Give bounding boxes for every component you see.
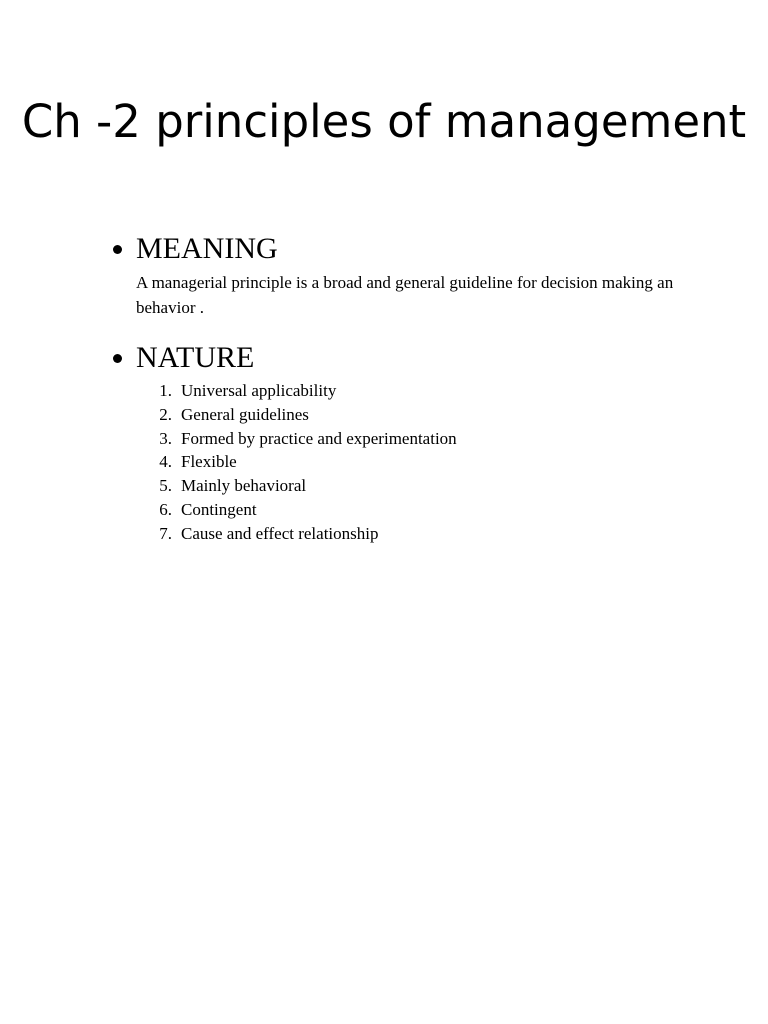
list-item-text: General guidelines bbox=[181, 404, 309, 424]
list-item-number: 2. bbox=[159, 404, 172, 424]
bullet-icon bbox=[113, 245, 122, 254]
list-item-text: Formed by practice and experimentation bbox=[181, 428, 457, 448]
bullet-icon bbox=[113, 354, 122, 363]
list-item-number: 1. bbox=[159, 381, 172, 400]
list-item-text: Flexible bbox=[181, 452, 237, 472]
list-item bbox=[110, 427, 710, 451]
list-item-text: Contingent bbox=[181, 499, 257, 519]
section-heading-row bbox=[110, 339, 710, 377]
list-item bbox=[110, 379, 710, 403]
section-heading-row bbox=[110, 230, 710, 268]
list-item-text: Mainly behavioral bbox=[181, 476, 307, 496]
list-item-number: 6. bbox=[159, 499, 172, 519]
nature-list bbox=[110, 379, 710, 546]
page-title: Ch -2 principles of management bbox=[21, 95, 747, 148]
list-item bbox=[110, 498, 710, 522]
section-heading: MEANING bbox=[136, 232, 278, 265]
list-item-number: 4. bbox=[159, 452, 172, 472]
list-item-number: 5. bbox=[159, 476, 172, 496]
list-item-number: 3. bbox=[159, 428, 172, 448]
list-item-number: 7. bbox=[159, 523, 172, 543]
meaning-paragraph: A managerial principle is a broad and general guideline for decision making an behavior . bbox=[136, 273, 674, 317]
list-item-text: Cause and effect relationship bbox=[181, 523, 379, 543]
list-item bbox=[110, 522, 710, 546]
list-item bbox=[110, 474, 710, 498]
section-heading: NATURE bbox=[136, 341, 255, 374]
list-item bbox=[110, 450, 710, 474]
section-nature bbox=[110, 339, 710, 546]
list-item-text: Universal applicability bbox=[181, 381, 337, 400]
section-meaning bbox=[110, 230, 710, 320]
list-item bbox=[110, 403, 710, 427]
